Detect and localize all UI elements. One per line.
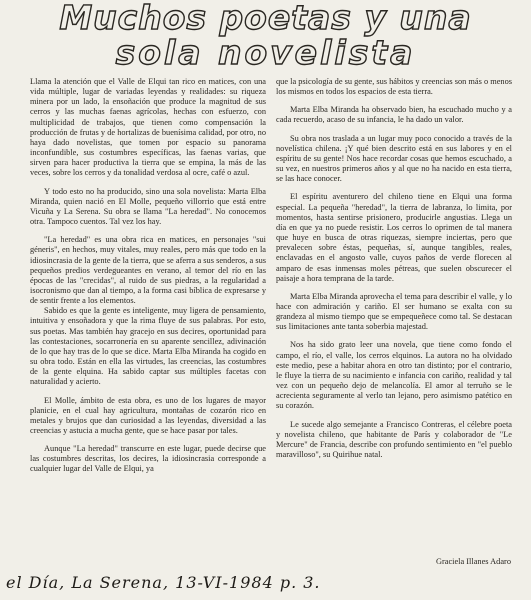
right-column [276, 77, 512, 460]
paragraph: Marta Elba Miranda ha observado bien, ha escuchado mucho y a cada recuerdo, acaso de su infancia, le ha dado un valor. [276, 105, 512, 125]
paragraph: Le sucede algo semejante a Francisco Contreras, el célebre poeta y novelista chileno, que habitante de París y colaborador de "Le Mercure" de Francia, describe con profundo sentimiento en "el pueblo maravilloso", su Quirihue natal. [276, 419, 512, 459]
handwritten-citation: el Día, La Serena, 13-VI-1984 p. 3. [6, 573, 321, 592]
paragraph: Marta Elba Miranda aprovecha el tema para describir el valle, y lo hace con admiración y cariño. El ser humano se exalta con su grandeza al mismo tiempo que se empequeñece como tal. Se destacan sus limitaciones ante tanta soberbia majestad. [276, 291, 512, 332]
paragraph: Llama la atención que el Valle de Elqui tan rico en matices, con una vida múltiple, lugar de variadas leyendas y realidades: su riqueza minera por un lado, la ensoñación que produce la magnitud de sus cerros y las muchas faenas agrícolas, hechas con esfuerzo, con multiplicidad de trabajos, que tienen como compensación la producción de frutas y de hortalizas de buenísima calidad, por otro, no haya dado novelistas, que tomen por espacio su panorama inconfundible, sus costumbres específicas, las faenas varias, que sirven para hacer productiva la tierra que se empina, la más de las veces, sobre los cerros y da tonalidad verdosa al ocre, café o azul. [30, 77, 266, 178]
paragraph: El espíritu aventurero del chileno tiene en Elqui una forma especial. La pequeña "heredad", la tierra de labranza, lo limita, por momentos, hasta sentirse prisionero, producirle angustias. Llega un día en que ya no puede resistir. Los cerros lo oprimen de tal manera que huye en busca de otras riquezas, siempre inciertas, pero que prevalecen sobre éstas, pequeñas, sí, aunque tangibles, reales, enclavadas en el angosto valle, cuyos paños de verde florecen al amparo de esas inmensas moles pétreas, que suelen obscurecer el paisaje a hora temprana de la tarde. [276, 192, 512, 283]
left-column [30, 77, 266, 475]
paragraph: Aunque "La heredad" transcurre en este lugar, puede decirse que las costumbres descritas, los decires, la idiosincrasia corresponde a cualquier lugar del Valle de Elqui, ya [30, 444, 266, 474]
headline-line-2: sola novelista [115, 33, 416, 72]
paragraph: Su obra nos traslada a un lugar muy poco conocido a través de la novelística chilena. ¡Y qué bien descrito está en sus labores y en el espíritu de su gente! Nos hace recordar cosas que hemos escuchado, a su vez, en nuestros primeros años y al que no ha nacido en esta tierra, se las hace conocer. [276, 133, 512, 184]
paragraph: El Molle, ámbito de esta obra, es uno de los lugares de mayor planicie, en el cual hay agricultura, montañas de cozarón rico en metales y brujos que dan curiosidad a las leyendas, diversidad a las creencias y astucia a mucha gente, que se hace pasar por tales. [30, 395, 266, 435]
headline-line-1: Muchos poetas y una [59, 0, 472, 37]
paragraph: Nos ha sido grato leer una novela, que tiene como fondo el campo, el río, el valle, los cerros elquinos. La autora no ha olvidado este medio, pese a habitar ahora en otro tan distinto; por el contrario, le fluye la tierra de su nacimiento e infancia con cariño, realidad y tal vez con un pequeño dejo de melancolía. El amor al terruño se le acrecienta seguramente al verlo tan lejano, pero asimismo patético en su corazón. [276, 340, 512, 411]
paragraph: Y todo esto no ha producido, sino una sola novelista: Marta Elba Miranda, quien nació en El Molle, pequeño villorrio que está entre Vicuña y La Serena. Su obra se llama "La heredad". No conocemos otra. Tampoco cuentos. Tal vez los hay. [30, 186, 266, 227]
paragraph: "La heredad" es una obra rica en matices, en personajes "sui géneris", en hechos, muy vitales, muy reales, pero más que todo en la idiosincrasia de la gente de la tierra, que se aferra a sus senderos, a sus pequeños predios verdegueantes en verano, al temor del río en las épocas de las "crecidas", al ruido de sus piedras, a la regularidad a isocronismo que dan al tiempo, a la forma casi bíblica de expresarse y de sentir frente a los elementos. [30, 235, 266, 306]
author-signature: Graciela Illanes Adaro [435, 557, 511, 566]
paragraph: que la psicología de su gente, sus hábitos y creencias son más o menos los mismos en todos los espacios de esta tierra. [276, 77, 512, 97]
paragraph: Sabido es que la gente es inteligente, muy ligera de pensamiento, intuitiva y ensoñadora y que la rima fluye de sus palabras. Por esto, sus poetas. Mas también hay gracejo en sus decires, oportunidad para las contestaciones, socarronería en su aparente sencillez, adivinación de lo que hay tras de lo que se dice. Marta Elba Miranda ha cogido en su obra todo. Están en ella las virtudes, las creencias, las costumbres de la gente elquina. Ha sabido captar sus múltiples facetas con naturalidad y acierto. [30, 306, 266, 387]
